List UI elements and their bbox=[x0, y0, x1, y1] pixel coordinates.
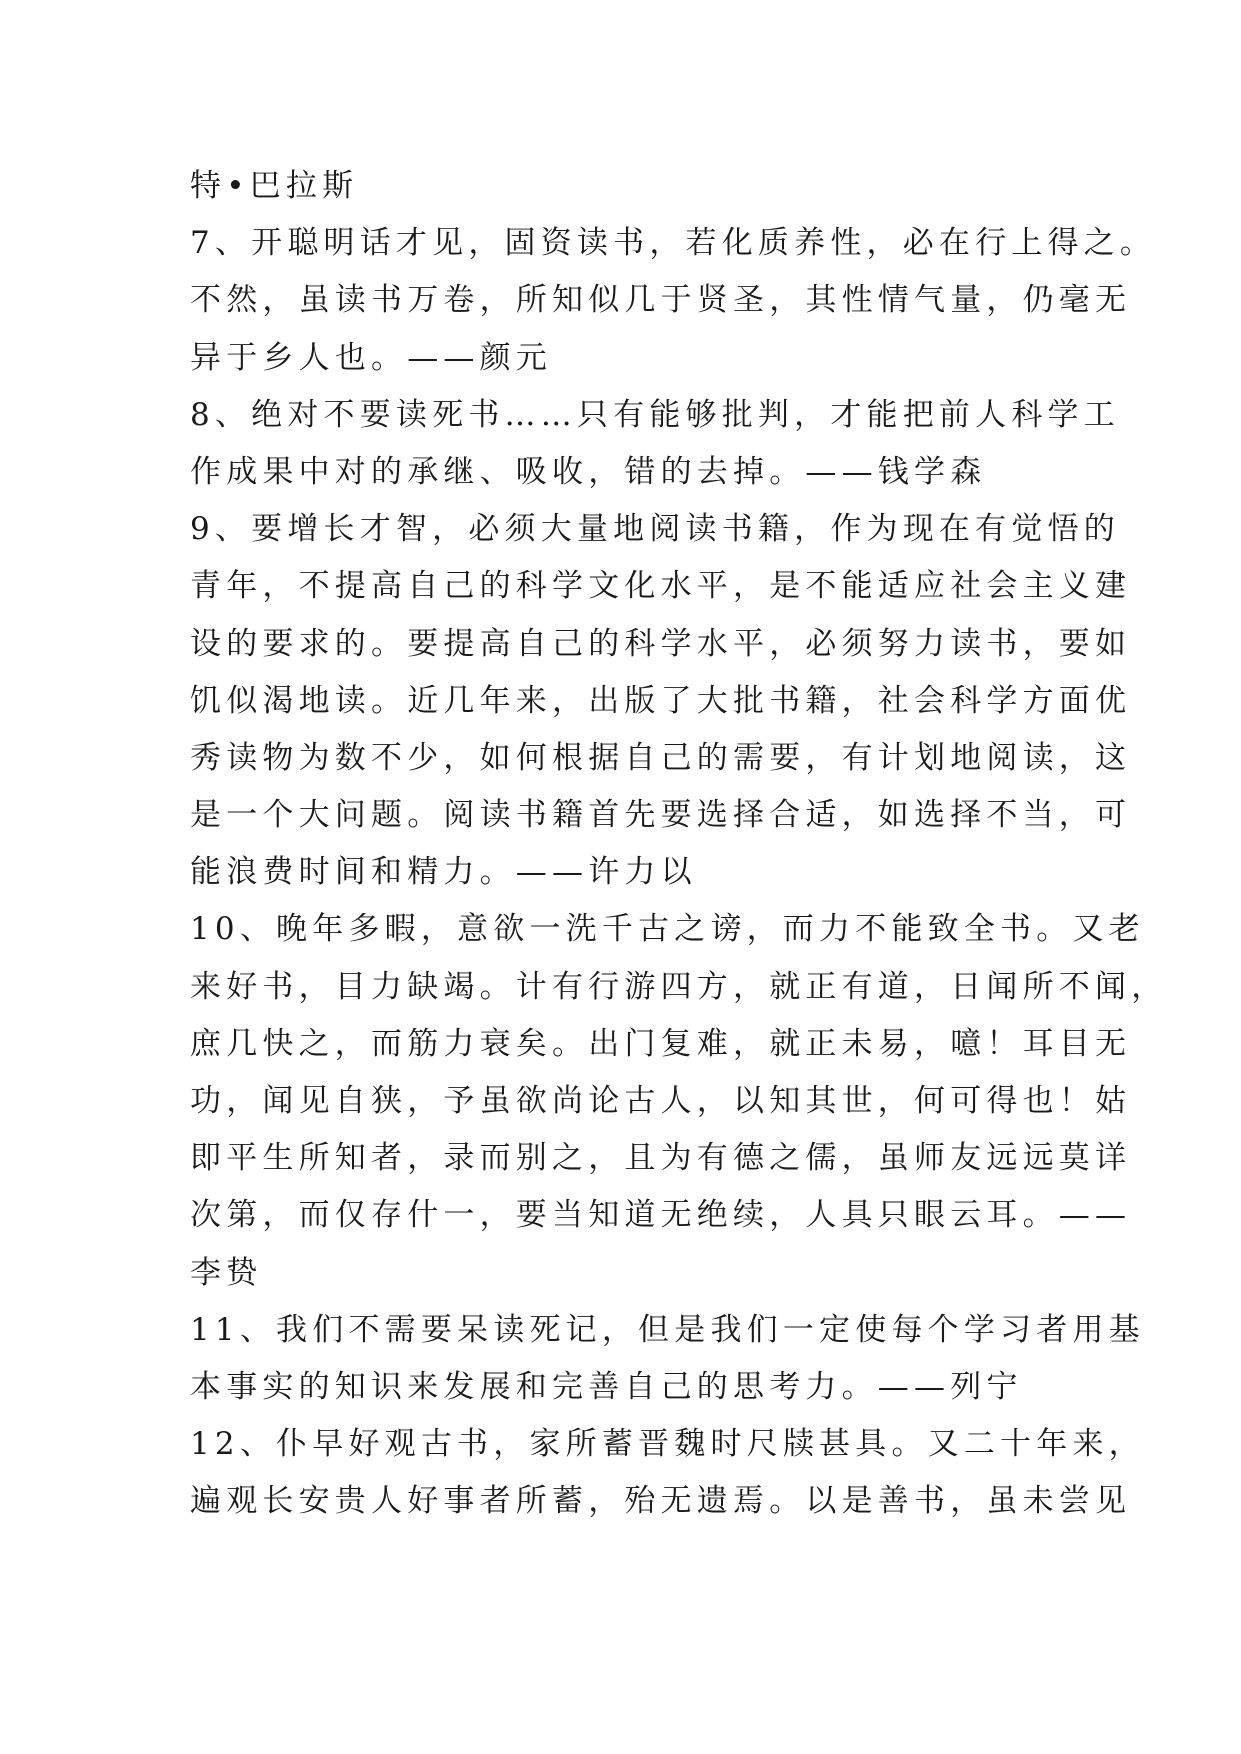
text-line: 次第，而仅存什一，要当知道无绝续，人具只眼云耳。—— bbox=[190, 1197, 1132, 1234]
text-line: 青年，不提高自己的科学文化水平，是不能适应社会主义建 bbox=[190, 568, 1132, 605]
text-line: 李贽 bbox=[190, 1254, 263, 1291]
text-line: 庶几快之，而筋力衰矣。出门复难，就正未易，噫！耳目无 bbox=[190, 1025, 1132, 1062]
text-line: 10、晚年多暇，意欲一洗千古之谤，而力不能致全书。又老 bbox=[190, 911, 1145, 948]
text-line: 饥似渴地读。近几年来，出版了大批书籍，社会科学方面优 bbox=[190, 682, 1132, 719]
text-line: 即平生所知者，录而别之，且为有德之儒，虽师友远远莫详 bbox=[190, 1140, 1132, 1177]
text-line: 遍观长安贵人好事者所蓄，殆无遗焉。以是善书，虽未尝见 bbox=[190, 1483, 1132, 1520]
text-line: 能浪费时间和精力。——许力以 bbox=[190, 854, 697, 891]
text-line: 是一个大问题。阅读书籍首先要选择合适，如选择不当，可 bbox=[190, 797, 1132, 834]
text-line: 7、开聪明话才见，固资读书，若化质养性，必在行上得之。 bbox=[190, 225, 1157, 262]
text-line: 异于乡人也。——颜元 bbox=[190, 339, 552, 376]
text-line: 作成果中对的承继、吸收，错的去掉。——钱学森 bbox=[190, 453, 987, 490]
text-line: 8、绝对不要读死书……只有能够批判，才能把前人科学工 bbox=[190, 396, 1120, 433]
text-line: 9、要增长才智，必须大量地阅读书籍，作为现在有觉悟的 bbox=[190, 511, 1120, 548]
text-line: 来好书，目力缺竭。计有行游四方，就正有道，日闻所不闻， bbox=[190, 968, 1168, 1005]
quotes-text-block bbox=[190, 158, 1168, 1531]
text-line: 本事实的知识来发展和完善自己的思考力。——列宁 bbox=[190, 1368, 1023, 1405]
text-line: 功，闻见自狭，予虽欲尚论古人，以知其世，何可得也！姑 bbox=[190, 1083, 1132, 1119]
text-line: 特•巴拉斯 bbox=[190, 168, 359, 204]
text-line: 不然，虽读书万卷，所知似几于贤圣，其性情气量，仍毫无 bbox=[190, 282, 1132, 319]
text-line: 12、仆早好观古书，家所蓄晋魏时尺牍甚具。又二十年来， bbox=[190, 1426, 1145, 1463]
text-line: 11、我们不需要呆读死记，但是我们一定使每个学习者用基 bbox=[190, 1311, 1145, 1348]
text-line: 设的要求的。要提高自己的科学水平，必须努力读书，要如 bbox=[190, 625, 1132, 662]
text-line: 秀读物为数不少，如何根据自己的需要，有计划地阅读，这 bbox=[190, 739, 1132, 776]
